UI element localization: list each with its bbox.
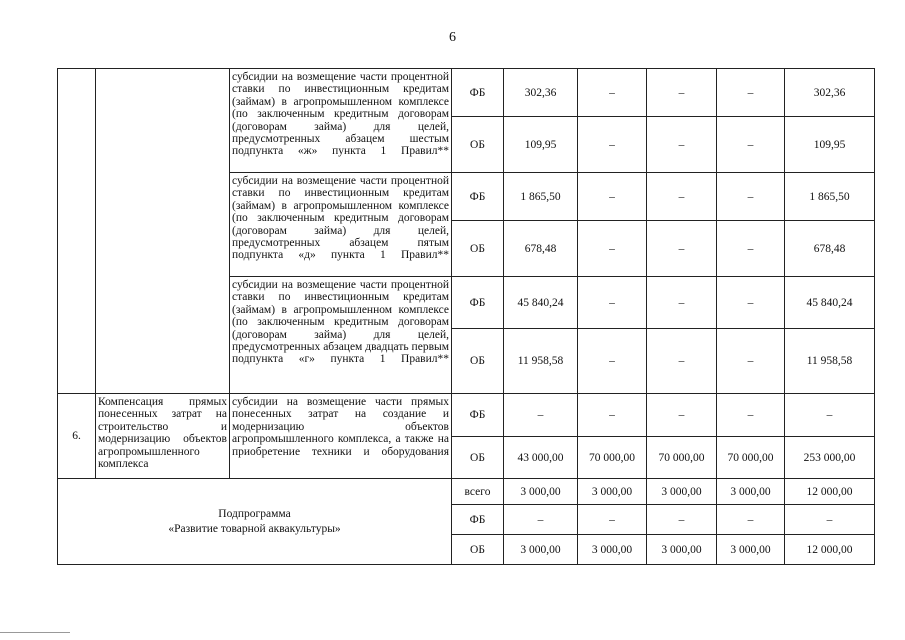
source-cell: всего bbox=[452, 479, 504, 505]
value-cell: – bbox=[647, 221, 717, 277]
source-cell: ФБ bbox=[452, 505, 504, 535]
value-cell: 3 000,00 bbox=[647, 535, 717, 565]
total-cell: 302,36 bbox=[785, 69, 875, 117]
subsidy-description: субсидии на возмещение части процентной ставки по инвестиционным кредитам (займам) в агропромышленном комплексе (по заключенным кредитным договорам (договорам займа) для целей, предусмотренных абзацем пятым подпункта «д» пункта 1 Правил** bbox=[230, 173, 452, 277]
measure-name: Компенсация прямых понесенных затрат на строительство и модернизацию объектов агропромышленного комплекса bbox=[96, 394, 230, 479]
value-cell: 3 000,00 bbox=[717, 535, 785, 565]
total-cell: 253 000,00 bbox=[785, 437, 875, 479]
page-number: 6 bbox=[449, 30, 456, 45]
value-cell: – bbox=[578, 329, 647, 394]
value-cell: – bbox=[647, 394, 717, 437]
value-cell: 109,95 bbox=[504, 117, 578, 173]
value-cell: 70 000,00 bbox=[647, 437, 717, 479]
value-cell: 3 000,00 bbox=[717, 479, 785, 505]
total-cell: 12 000,00 bbox=[785, 479, 875, 505]
value-cell: – bbox=[578, 117, 647, 173]
value-cell: 70 000,00 bbox=[717, 437, 785, 479]
source-cell: ОБ bbox=[452, 117, 504, 173]
number-cell-empty bbox=[58, 69, 96, 394]
value-cell: – bbox=[647, 173, 717, 221]
value-cell: 11 958,58 bbox=[504, 329, 578, 394]
total-cell: – bbox=[785, 505, 875, 535]
subprogram-name: «Развитие товарной аквакультуры» bbox=[168, 522, 341, 535]
budget-table bbox=[57, 68, 875, 565]
value-cell: 3 000,00 bbox=[647, 479, 717, 505]
table-row bbox=[58, 69, 875, 117]
value-cell: – bbox=[717, 394, 785, 437]
total-cell: 12 000,00 bbox=[785, 535, 875, 565]
value-cell: 3 000,00 bbox=[578, 479, 647, 505]
value-cell: 70 000,00 bbox=[578, 437, 647, 479]
value-cell: 45 840,24 bbox=[504, 277, 578, 329]
value-cell: – bbox=[717, 505, 785, 535]
value-cell: – bbox=[647, 329, 717, 394]
value-cell: – bbox=[717, 117, 785, 173]
source-cell: ФБ bbox=[452, 394, 504, 437]
value-cell: – bbox=[647, 117, 717, 173]
total-cell: – bbox=[785, 394, 875, 437]
value-cell: – bbox=[717, 277, 785, 329]
value-cell: – bbox=[578, 505, 647, 535]
value-cell: – bbox=[647, 505, 717, 535]
value-cell: – bbox=[717, 173, 785, 221]
value-cell: – bbox=[717, 329, 785, 394]
item-number: 6. bbox=[58, 394, 96, 479]
value-cell: 3 000,00 bbox=[578, 535, 647, 565]
total-cell: 45 840,24 bbox=[785, 277, 875, 329]
total-cell: 11 958,58 bbox=[785, 329, 875, 394]
subprogram-title bbox=[58, 479, 452, 565]
value-cell: – bbox=[504, 394, 578, 437]
value-cell: – bbox=[578, 221, 647, 277]
footnote-rule bbox=[0, 632, 70, 633]
source-cell: ОБ bbox=[452, 221, 504, 277]
value-cell: 43 000,00 bbox=[504, 437, 578, 479]
value-cell: 302,36 bbox=[504, 69, 578, 117]
source-cell: ОБ bbox=[452, 329, 504, 394]
value-cell: – bbox=[647, 69, 717, 117]
value-cell: – bbox=[578, 277, 647, 329]
value-cell: 678,48 bbox=[504, 221, 578, 277]
value-cell: – bbox=[578, 173, 647, 221]
source-cell: ФБ bbox=[452, 69, 504, 117]
subsidy-description: субсидии на возмещение части прямых понесенных затрат на создание и модернизацию объектов агропромышленного комплекса, а также на приобретение техники и оборудования bbox=[230, 394, 452, 479]
subsidy-description: субсидии на возмещение части процентной ставки по инвестиционным кредитам (займам) в агропромышленном комплексе (по заключенным кредитным договорам (договорам займа) для целей, предусмотренных абзацем двадцать первым подпункта «г» пункта 1 Правил** bbox=[230, 277, 452, 394]
table-row bbox=[58, 394, 875, 437]
subprogram-label: Подпрограмма bbox=[218, 507, 291, 520]
subsidy-description: субсидии на возмещение части процентной ставки по инвестиционным кредитам (займам) в агропромышленном комплексе (по заключенным кредитным договорам (договорам займа) для целей, предусмотренных абзацем шестым подпункта «ж» пункта 1 Правил** bbox=[230, 69, 452, 173]
table-row bbox=[58, 479, 875, 505]
value-cell: 3 000,00 bbox=[504, 479, 578, 505]
measure-cell-empty bbox=[96, 69, 230, 394]
source-cell: ОБ bbox=[452, 535, 504, 565]
value-cell: – bbox=[717, 221, 785, 277]
source-cell: ФБ bbox=[452, 173, 504, 221]
value-cell: – bbox=[717, 69, 785, 117]
source-cell: ФБ bbox=[452, 277, 504, 329]
value-cell: 1 865,50 bbox=[504, 173, 578, 221]
total-cell: 1 865,50 bbox=[785, 173, 875, 221]
value-cell: – bbox=[578, 394, 647, 437]
total-cell: 109,95 bbox=[785, 117, 875, 173]
total-cell: 678,48 bbox=[785, 221, 875, 277]
value-cell: – bbox=[647, 277, 717, 329]
value-cell: – bbox=[504, 505, 578, 535]
source-cell: ОБ bbox=[452, 437, 504, 479]
value-cell: 3 000,00 bbox=[504, 535, 578, 565]
value-cell: – bbox=[578, 69, 647, 117]
